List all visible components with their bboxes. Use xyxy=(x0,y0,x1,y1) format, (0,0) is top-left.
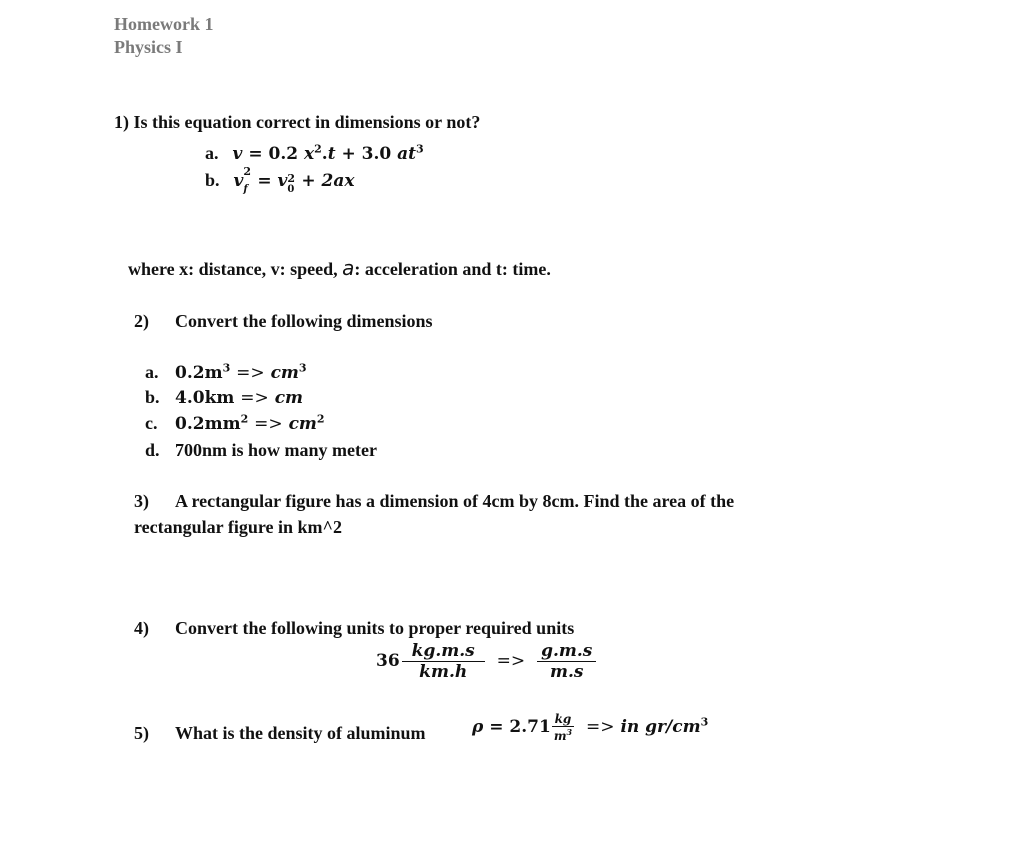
q2-text: Convert the following dimensions xyxy=(175,311,433,331)
header-title: Homework 1 xyxy=(114,14,214,34)
q3-number: 3) xyxy=(134,491,149,511)
q3-text-line2: rectangular figure in km^2 xyxy=(134,517,342,537)
q5-unit-fraction: $\frac{kg}{m^3}$ xyxy=(553,712,573,743)
q1-b-equation: v 2 f = v 2 0 + 2ax xyxy=(233,165,355,195)
q4-arrow: => xyxy=(496,651,526,671)
q1-a-equation: v = 0.2 $x^2.t + 3.0$ $at^3$ xyxy=(232,142,424,164)
q3-text-line1: A rectangular figure has a dimension of 4cm by 8cm. Find the area of the xyxy=(175,491,735,511)
q1-a-label: a. xyxy=(205,143,219,163)
q5-text: What is the density of aluminum xyxy=(175,723,426,743)
q1-item-a xyxy=(205,143,424,164)
q2-item-c: c. $0.2mm^2 => cm^2$ xyxy=(145,412,325,434)
q2-number: 2) xyxy=(134,311,149,331)
q1-variable-legend: where x: distance, v: speed, a: acceleration and t: time. xyxy=(128,256,551,280)
q4-text: Convert the following units to proper required units xyxy=(175,618,575,638)
q1-b-label: b. xyxy=(205,170,220,190)
q1-text: 1) Is this equation correct in dimensions or not? xyxy=(114,112,481,132)
q4-conversion xyxy=(376,641,596,682)
q5-density-formula: ρ = 2.71 $\frac{kg}{m^3}$ => in $gr/cm^3$ xyxy=(472,712,709,743)
q2-item-b: b. 4.0km => cm xyxy=(145,387,304,408)
q1-item-b xyxy=(205,165,355,195)
q4-fraction-target: $\frac{g.m.s}{m.s}$ xyxy=(537,641,596,682)
q2-item-d: d. 700nm is how many meter xyxy=(145,440,377,460)
q5-number: 5) xyxy=(134,723,149,743)
q4-coefficient: 36 xyxy=(376,651,400,671)
q4-number: 4) xyxy=(134,618,149,638)
q4-fraction-given: $\frac{kg.m.s}{km.h}$ xyxy=(402,641,485,682)
header-subtitle: Physics I xyxy=(114,37,183,57)
q2-item-a: a. $0.2m^3 => cm^3$ xyxy=(145,361,307,383)
